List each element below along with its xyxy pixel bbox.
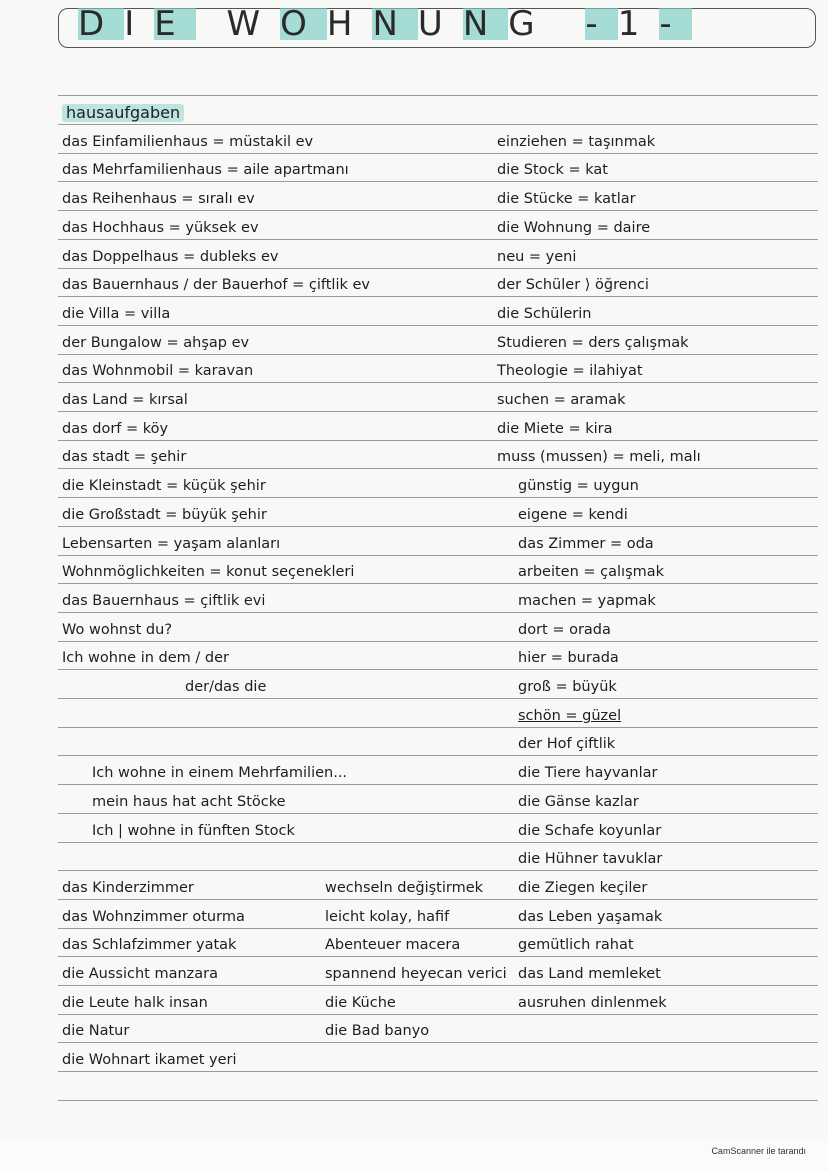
vocab-entry-left: das Land = kırsal	[62, 392, 188, 408]
vocab-entry-right: die Stücke = katlar	[497, 191, 636, 208]
vocab-entry-right: das Leben yaşamak	[518, 908, 663, 925]
title-letter: O	[280, 4, 327, 44]
vocab-entry-left: die Natur	[62, 1023, 130, 1040]
vocab-entry-left: Wohnmöglichkeiten = konut seçenekleri	[62, 564, 355, 581]
ruled-line	[58, 1071, 818, 1072]
ruled-line	[58, 928, 818, 929]
vocab-entry-left: das Wohnmobil = karavan	[62, 363, 254, 380]
ruled-line	[58, 354, 818, 355]
vocab-entry-left: der/das die	[185, 679, 267, 695]
vocab-entry-left: das Doppelhaus = dubleks ev	[62, 248, 279, 265]
section-heading: hausaufgaben	[62, 104, 184, 122]
title-letter: D	[78, 4, 125, 44]
title-letter: G	[508, 4, 555, 44]
vocab-entry-left: das Bauernhaus / der Bauerhof = çiftlik ev	[62, 277, 370, 294]
title-letter: W	[226, 4, 281, 44]
vocab-entry-right: machen = yapmak	[518, 592, 656, 609]
vocab-entry-right: schön = güzel	[518, 707, 622, 724]
vocab-entry-right: groß = büyük	[518, 679, 617, 695]
ruled-line	[58, 325, 818, 326]
title-letter	[555, 4, 586, 44]
ruled-line	[58, 727, 818, 728]
ruled-line	[58, 956, 818, 957]
ruled-line	[58, 382, 818, 383]
vocab-entry-right: ausruhen dinlenmek	[518, 994, 667, 1011]
ruled-line	[58, 555, 818, 556]
vocab-entry-right: einziehen = taşınmak	[497, 133, 656, 150]
vocab-entry-left: das Hochhaus = yüksek ev	[62, 219, 259, 236]
ruled-line	[58, 870, 818, 871]
ruled-line	[58, 181, 818, 182]
vocab-entry-right: die Hühner tavuklar	[518, 851, 663, 868]
vocab-entry-middle: spannend heyecan verici	[325, 966, 507, 982]
vocab-entry-right: das Land memleket	[518, 966, 661, 982]
vocab-entry-right: die Schafe koyunlar	[518, 822, 662, 839]
ruled-line	[58, 842, 818, 843]
title-letter: E	[154, 4, 196, 44]
title-letter: I	[124, 4, 155, 44]
vocab-entry-left: Lebensarten = yaşam alanları	[62, 535, 281, 552]
vocab-entry-left: die Leute halk insan	[62, 994, 208, 1011]
ruled-line	[58, 411, 818, 412]
vocab-entry-right: die Schülerin	[497, 305, 592, 322]
vocab-entry-left: der Bungalow = ahşap ev	[62, 334, 250, 351]
vocab-entry-right: dort = orada	[518, 621, 611, 638]
scanner-watermark: CamScanner ile tarandı	[711, 1146, 806, 1156]
vocab-entry-right: die Gänse kazlar	[518, 793, 639, 810]
ruled-line	[58, 1100, 818, 1101]
ruled-line	[58, 468, 818, 469]
ruled-line	[58, 95, 818, 96]
vocab-entry-left: das stadt = şehir	[62, 449, 187, 466]
vocab-entry-left: das Einfamilienhaus = müstakil ev	[62, 133, 314, 150]
ruled-line	[58, 784, 818, 785]
ruled-line	[58, 612, 818, 613]
ruled-line	[58, 669, 818, 670]
vocab-entry-left: die Aussicht manzara	[62, 966, 219, 982]
vocab-entry-left: das Wohnzimmer oturma	[62, 908, 245, 925]
vocab-entry-right: der Schüler ⟩ öğrenci	[497, 277, 649, 294]
ruled-line	[58, 268, 818, 269]
title-letter	[196, 4, 227, 44]
vocab-entry-right: die Stock = kat	[497, 162, 608, 179]
ruled-line	[58, 899, 818, 900]
ruled-line	[58, 210, 818, 211]
title-letter: 1	[617, 4, 660, 44]
title-letter: N	[462, 4, 509, 44]
ruled-line	[58, 1014, 818, 1015]
vocab-entry-left: Ich wohne in einem Mehrfamilien...	[92, 765, 348, 782]
vocab-entry-right: gemütlich rahat	[518, 937, 634, 954]
vocab-entry-left: Ich | wohne in fünften Stock	[92, 822, 295, 839]
vocab-entry-right: das Zimmer = oda	[518, 535, 654, 552]
vocab-entry-left: das Mehrfamilienhaus = aile apartmanı	[62, 162, 349, 179]
vocab-entry-left: die Villa = villa	[62, 305, 171, 322]
vocab-entry-right: die Tiere hayvanlar	[518, 765, 658, 782]
vocab-entry-right: muss (mussen) = meli, malı	[497, 449, 701, 466]
ruled-line	[58, 1042, 818, 1043]
vocab-entry-left: das Schlafzimmer yatak	[62, 937, 237, 954]
vocab-entry-left: das Bauernhaus = çiftlik evi	[62, 592, 266, 609]
page-title	[78, 4, 692, 44]
ruled-line	[58, 239, 818, 240]
vocab-entry-right: Studieren = ders çalışmak	[497, 334, 689, 351]
vocab-entry-right: die Wohnung = daire	[497, 219, 651, 236]
vocab-entry-left: Ich wohne in dem / der	[62, 650, 229, 667]
vocab-entry-left: die Großstadt = büyük şehir	[62, 506, 267, 523]
vocab-entry-right: neu = yeni	[497, 248, 577, 265]
vocab-entry-left: mein haus hat acht Stöcke	[92, 793, 286, 810]
vocab-entry-right: günstig = uygun	[518, 478, 639, 495]
ruled-line	[58, 813, 818, 814]
vocab-entry-right: suchen = aramak	[497, 392, 626, 408]
vocab-entry-middle: die Küche	[325, 994, 396, 1011]
title-letter: -	[585, 4, 618, 44]
title-letter: N	[372, 4, 418, 44]
ruled-line	[58, 497, 818, 498]
title-letter: -	[659, 4, 692, 44]
ruled-line	[58, 296, 818, 297]
ruled-line	[58, 641, 818, 642]
vocab-entry-left: das Reihenhaus = sıralı ev	[62, 191, 255, 208]
title-letter: H	[326, 4, 373, 44]
ruled-line	[58, 985, 818, 986]
vocab-entry-left: das Kinderzimmer	[62, 879, 194, 896]
ruled-line	[58, 755, 818, 756]
ruled-line	[58, 526, 818, 527]
ruled-line	[58, 153, 818, 154]
vocab-entry-middle: Abenteuer macera	[325, 937, 461, 954]
vocab-entry-right: der Hof çiftlik	[518, 736, 616, 753]
vocab-entry-right: die Ziegen keçiler	[518, 879, 648, 896]
vocab-entry-left: die Kleinstadt = küçük şehir	[62, 478, 266, 495]
vocab-entry-right: eigene = kendi	[518, 506, 628, 523]
ruled-line	[58, 698, 818, 699]
vocab-entry-left: Wo wohnst du?	[62, 621, 173, 638]
vocab-entry-right: arbeiten = çalışmak	[518, 564, 665, 581]
ruled-line	[58, 583, 818, 584]
ruled-line	[58, 124, 818, 125]
vocab-entry-right: die Miete = kira	[497, 420, 613, 437]
ruled-line	[58, 440, 818, 441]
vocab-entry-middle: leicht kolay, hafif	[325, 908, 450, 925]
vocab-entry-left: die Wohnart ikamet yeri	[62, 1052, 237, 1069]
vocab-entry-left: das dorf = köy	[62, 420, 169, 437]
vocab-entry-middle: wechseln değiştirmek	[325, 879, 484, 896]
vocab-entry-right: hier = burada	[518, 650, 619, 667]
title-letter: U	[417, 4, 463, 44]
vocab-entry-right: Theologie = ilahiyat	[497, 363, 643, 380]
vocab-entry-middle: die Bad banyo	[325, 1023, 430, 1040]
